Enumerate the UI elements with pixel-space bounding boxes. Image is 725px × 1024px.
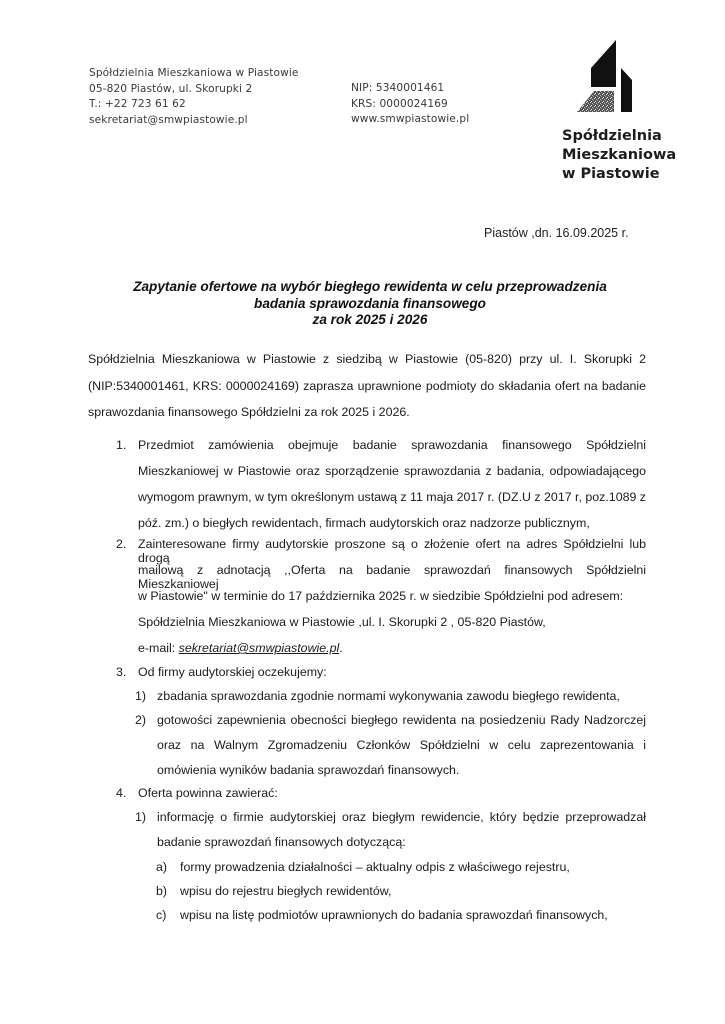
document-title [100,279,640,329]
item-4-sub-1-line-2: badanie sprawozdań finansowych dotyczącą: [157,835,406,849]
email-label: e-mail: [138,641,179,655]
company-nip: NIP: 5340001461 [351,82,445,94]
company-phone: T.: +22 723 61 62 [89,98,186,110]
item-4-letter-b-text: wpisu do rejestru biegłych rewidentów, [180,884,392,898]
date-line: Piastów ,dn. 16.09.2025 r. [484,226,629,240]
title-line-3: za rok 2025 i 2026 [312,312,428,327]
logo-line-2: Mieszkaniowa [562,147,677,163]
item-1-number: 1. [116,438,127,452]
item-3-sub-2-line-2: oraz na Walnym Zgromadzeniu Członków Spółdzielni w celu zaprezentowania i [157,738,646,752]
title-line-2: badania sprawozdania finansowego [254,295,486,311]
letterhead-left [89,66,299,128]
item-4-letter-a-text: formy prowadzenia działalności – aktualny odpis z właściwego rejestru, [180,860,570,874]
item-1-line-1: Przedmiot zamówienia obejmuje badanie sprawozdania finansowego Spółdzielni [138,438,646,452]
item-4-heading: Oferta powinna zawierać: [138,786,278,800]
intro-line-3: sprawozdania finansowego Spółdzielni za rok 2025 i 2026. [88,405,410,419]
item-2-number: 2. [116,537,127,551]
item-2-email-line [138,641,343,655]
item-3-sub-2-line-1: gotowości zapewnienia obecności biegłego rewidenta na posiedzeniu Rady Nadzorczej [157,713,646,727]
logo-line-1: Spółdzielnia [562,128,662,144]
item-4-letter-c-text: wpisu na listę podmiotów uprawnionych do badania sprawozdań finansowych, [180,908,608,922]
item-3-sub-1-number: 1) [135,689,147,703]
item-3-heading: Od firmy audytorskiej oczekujemy: [138,665,327,679]
item-4-number: 4. [116,786,127,800]
item-3-number: 3. [116,665,127,679]
item-4-letter-a-label: a) [156,860,168,874]
item-1-line-3: wymogom prawnym, w tym określonym ustawą z 11 maja 2017 r. (DZ.U z 2017 r, poz.1089 z [138,490,646,504]
item-4-letter-b-label: b) [156,884,168,898]
item-3-sub-1-line-1: zbadania sprawozdania zgodnie normami wykonywania zawodu biegłego rewidenta, [157,689,620,703]
item-1-line-4: póź. zm.) o biegłych rewidentach, firmach audytorskich oraz nadzorze publicznym, [138,516,590,530]
item-2-line-4: Spółdzielnia Mieszkaniowa w Piastowie ,ul. I. Skorupki 2 , 05-820 Piastów, [138,615,546,629]
item-4-letter-c-label: c) [156,908,167,922]
house-logo-icon [574,34,654,112]
item-1-line-2: Mieszkaniowej w Piastowie oraz sporządzenie sprawozdania z badania, odpowiadającego [138,464,646,478]
company-krs: KRS: 0000024169 [351,97,448,110]
email-suffix: . [339,641,343,655]
company-email: sekretariat@smwpiastowie.pl [89,113,248,126]
logo-line-3: w Piastowie [562,166,660,182]
email-link[interactable]: sekretariat@smwpiastowie.pl [178,641,340,655]
company-address: 05-820 Piastów, ul. Skorupki 2 [89,82,253,95]
letterhead-right [351,81,469,128]
item-4-sub-1-line-1: informację o firmie audytorskiej oraz biegłym rewidencie, który będzie przeprowadzał [157,810,646,824]
company-name: Spółdzielnia Mieszkaniowa w Piastowie [89,67,299,79]
item-4-sub-1-number: 1) [135,810,147,824]
intro-line-2: (NIP:5340001461, KRS: 0000024169) zaprasza uprawnione podmioty do składania ofert na badanie [88,379,646,393]
intro-line-1: Spółdzielnia Mieszkaniowa w Piastowie z siedzibą w Piastowie (05-820) przy ul. I. Skorupki 2 [88,352,646,366]
item-2-line-3: w Piastowie" w terminie do 17 października 2025 r. w siedzibie Spółdzielni pod adresem: [138,589,624,603]
company-website: www.smwpiastowie.pl [351,113,470,125]
item-3-sub-2-line-3: omówienia wyników badania sprawozdań finansowych. [157,763,460,777]
title-line-1: Zapytanie ofertowe na wybór biegłego rewidenta w celu przeprowadzenia [133,279,607,294]
item-2-line-1: Zainteresowane firmy audytorskie proszone są o złożenie ofert na adres Spółdzielni lub drogą [138,537,646,565]
item-2-line-2: mailową z adnotacją ,,Oferta na badanie sprawozdań finansowych Spółdzielni Mieszkaniowej [138,563,646,591]
item-3-sub-2-number: 2) [135,713,147,727]
